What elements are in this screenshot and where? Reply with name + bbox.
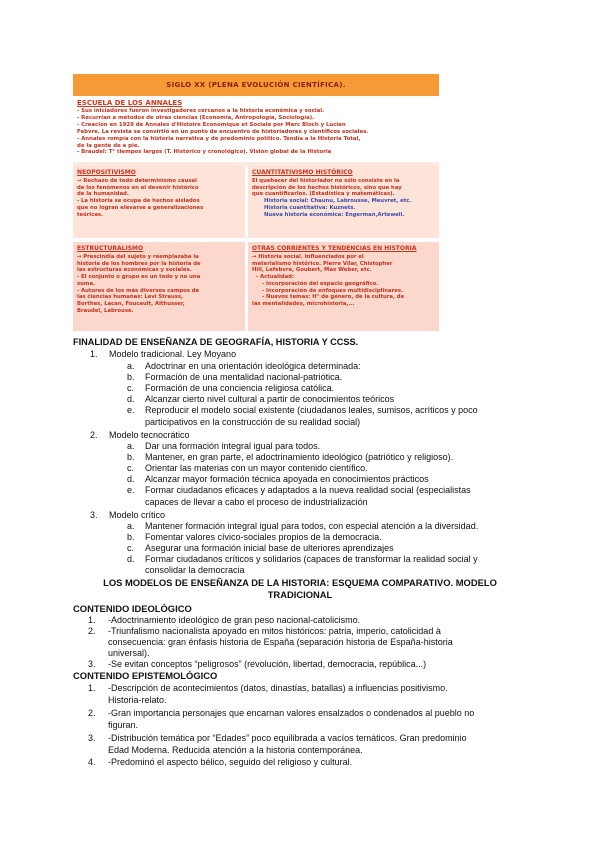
otras-corrientes-line: Hill, Lefebvre, Goubert, Max Weber, etc. (252, 267, 372, 274)
neopositivismo-cell (73, 166, 245, 238)
neopositivismo-line: de los fenómenos en el devenir histórico (77, 184, 199, 191)
item-letter: a. (127, 441, 135, 451)
item-letter: b. (127, 532, 135, 542)
annales-line: - Creación en 1929 de Annales d'Histoire Economique et Sociale por Marc Bloch y Lucien (77, 121, 346, 128)
item-text: Formación de una mentalidad nacional-patriótica. (145, 372, 343, 382)
item-text: Reproducir el modelo social existente (ciudadanos leales, sumisos, acríticos y poco (145, 405, 478, 415)
item-letter: d. (127, 394, 135, 404)
estructuralismo-line: las ciencias humanas: Levi Strauss, (77, 294, 184, 301)
epistemologico-number: 4. (88, 757, 96, 767)
item-letter: a. (127, 521, 135, 531)
item-text: Mantener, en gran parte, el adoctrinamiento ideológico (patriótico y religioso). (145, 452, 454, 462)
otras-corrientes-line: - Nuevos temas: H° de género, de la cultura, de (262, 294, 405, 301)
epistemologico-number: 2. (88, 708, 96, 718)
item-text-cont: consolidar la democracia (145, 565, 245, 575)
modelos-title-cont: TRADICIONAL (267, 589, 333, 600)
annales-cell (73, 96, 439, 162)
model-title: Modelo crítico (109, 510, 166, 520)
cuantitativismo-cell (248, 166, 439, 238)
cuantitativismo-line: descripción de los hechos históricos, sino que hay (252, 184, 402, 191)
item-text: Dar una formación integral igual para todos. (145, 441, 321, 451)
estructuralismo-cell (73, 242, 245, 331)
neopositivismo-line: de la humanidad. (77, 191, 129, 198)
annales-line: - Recurrían a métodos de otras ciencias (Economía, Antropología, Sociología). (77, 114, 315, 121)
otras-corrientes-line: → Historia social. Influenciados por el (252, 254, 364, 260)
ideologico-number: 3. (88, 659, 96, 669)
model-title: Modelo tradicional. Ley Moyano (109, 349, 237, 359)
cuantitativismo-title: CUANTITATIVISMO HISTÓRICO (252, 169, 353, 176)
epistemologico-text: -Descripción de acontecimientos (datos, dinastías, batallas) a influencias positivismo. (108, 683, 448, 693)
item-letter: d. (127, 554, 135, 564)
item-text: Mantener formación integral igual para todos, con especial atención a la diversidad. (145, 521, 479, 531)
history-schools-table (73, 74, 439, 331)
item-text: Formar ciudadanos eficaces y adaptados a la nueva realidad social (especialistas (145, 485, 471, 495)
neopositivismo-line: - La historia se ocupa de hechos aislados (77, 198, 200, 205)
epistemologico-number: 1. (88, 683, 96, 693)
estructuralismo-line: - Autores de los más diversos campos de (77, 287, 200, 294)
estructuralismo-line: las estructuras económicas y sociales. (77, 267, 192, 274)
modelos-title: LOS MODELOS DE ENSEÑANZA DE LA HISTORIA: ESQUEMA COMPARATIVO. MODELO (103, 577, 497, 588)
item-text: Orientar las materias con un mayor contenido científico. (145, 463, 368, 473)
annales-line: - Braudel: T° tiempos largos (T. Histórico y cronológico). Visión global de la Historia (77, 149, 332, 156)
item-letter: c. (127, 543, 135, 553)
annales-line: - Annales rompía con la historia narrativa y de predominio político. Tendía a la Historia Total, (77, 135, 361, 142)
model-number: 2. (90, 430, 98, 440)
ideologico-text: universal). (108, 648, 150, 658)
otras-corrientes-line: - Actualidad: (256, 274, 295, 281)
epistemologico-text: -Predominó el aspecto bélico, seguido del religioso y cultural. (108, 757, 353, 767)
estructuralismo-line: → Prescindía del sujeto y reemplazaba la (77, 254, 199, 260)
otras-corrientes-line: - Incorporación del espacio geográfico. (262, 280, 379, 287)
item-text: Formación de una conciencia religiosa católica. (145, 383, 335, 393)
epistemologico-text: -Distribución temática por “Edades” poco equilibrada a vacíos temáticos. Gran predominio (108, 733, 467, 743)
item-letter: b. (127, 452, 135, 462)
estructuralismo-line: Borthes, Lacan, Foucault, Althusser, (77, 300, 185, 307)
ideologico-text: -Triunfalismo nacionalista apoyado en mitos históricos: patria, imperio, catolicidad à (108, 626, 441, 636)
epistemologico-text: -Gran importancia personajes que encarnan valores ensalzados o condenados al pueblo no (108, 708, 475, 718)
item-text: Fomentar valores cívico-sociales propios de la democracia. (145, 532, 382, 542)
epistemologico-number: 3. (88, 733, 96, 743)
item-letter: d. (127, 474, 135, 484)
epistemologico-text: Edad Moderna. Reducida atención a la historia contemporánea. (108, 745, 363, 755)
annales-line: - Sus iniciadores fueron investigadores cercanos a la historia económica y social. (77, 108, 325, 114)
item-letter: c. (127, 463, 135, 473)
model-number: 3. (90, 510, 98, 520)
cuantitativismo-line: Historia cuantitativa: Kuznets. (264, 204, 356, 211)
estructuralismo-title: ESTRUCTURALISMO (77, 245, 144, 252)
neopositivismo-line: teóricas. (77, 211, 104, 218)
otras-corrientes-title: OTRAS CORRIENTES Y TENDENCIAS EN HISTORIA (252, 245, 417, 252)
item-text: Alcanzar mayor formación técnica apoyada en conocimientos prácticos (145, 474, 429, 484)
item-letter: b. (127, 372, 135, 382)
annales-line: de la gente de a pie. (77, 142, 140, 149)
ideologico-text: -Adoctrinamiento ideológico de gran peso nacional-catolicismo. (108, 615, 361, 625)
table-header: SIGLO XX (PLENA EVOLUCIÓN CIENTÍFICA). (73, 74, 439, 96)
item-text: Formar ciudadanos críticos y solidarios (capaces de transformar la realidad social y (145, 554, 478, 564)
estructuralismo-line: Braudel, Labrouse. (77, 307, 134, 314)
epistemologico-text: figuran. (108, 720, 139, 730)
item-letter: a. (127, 361, 135, 371)
item-letter: e. (127, 405, 135, 415)
otras-corrientes-line: las mentalidades, microhistoria,... (252, 300, 355, 307)
item-text: Adoctrinar en una orientación ideológica determinada: (145, 361, 361, 371)
ideologico-number: 1. (88, 615, 96, 625)
item-letter: e. (127, 485, 135, 495)
item-text-cont: participativos en la construcción de su realidad social) (145, 417, 361, 427)
cuantitativismo-line: que cuantificarlos. (Estadística y matemáticas). (252, 191, 395, 198)
cuantitativismo-line: El quehacer del historiador no sólo consiste en la (252, 178, 400, 184)
item-letter: c. (127, 383, 135, 393)
estructuralismo-line: suma. (77, 280, 96, 287)
model-number: 1. (90, 349, 98, 359)
epistemologico-title: CONTENIDO EPISTEMOLÓGICO (73, 670, 218, 681)
ideologico-text: consecuencia: gran énfasis historia de España (separación historia de España-historia (108, 637, 453, 647)
model-title: Modelo tecnocrático (109, 430, 190, 440)
cuantitativismo-line: Nueva historia económica: Engerman,Artewell. (264, 211, 405, 218)
item-text: Asegurar una formación inicial base de ulteriores aprendizajes (145, 543, 394, 553)
ideologico-number: 2. (88, 626, 96, 636)
item-text: Alcanzar cierto nivel cultural a partir de conocimientos teóricos (145, 394, 395, 404)
cuantitativismo-line: Historia social: Chaunu, Labrousse, Meuvret, etc. (264, 198, 412, 205)
neopositivismo-line: que no logran elevarse a generalizaciones (77, 204, 204, 211)
estructuralismo-line: historia de los hombres por la historia de (77, 260, 201, 267)
item-text-cont: capaces de llevar a cabo el proceso de industrialización (145, 497, 368, 507)
epistemologico-text: Historia-relato. (108, 695, 167, 705)
neopositivismo-title: NEOPOSITIVISMO (77, 169, 136, 176)
otras-corrientes-cell (248, 242, 439, 331)
ideologico-title: CONTENIDO IDEOLÓGICO (73, 603, 192, 614)
annales-title: ESCUELA DE LOS ANNALES (77, 99, 183, 107)
neopositivismo-line: → Rechazo de todo determinismo causal (77, 178, 197, 184)
otras-corrientes-line: materialismo histórico. Pierre Vilar, Chistopher (252, 260, 393, 267)
otras-corrientes-line: - Incorporación de enfoques multidisciplinares. (262, 287, 403, 294)
annales-line: Febvre. La revista se convirtió en un punto de encuentro de historiadores y científicos sociales. (77, 128, 369, 135)
finalidad-title: FINALIDAD DE ENSEÑANZA DE GEOGRAFÍA, HISTORIA Y CCSS. (73, 337, 359, 347)
ideologico-text: -Se evitan conceptos “peligrosos” (revolución, libertad, democracia, república...) (108, 659, 427, 669)
estructuralismo-line: - El conjunto o grupo es un todo y no una (77, 274, 201, 281)
